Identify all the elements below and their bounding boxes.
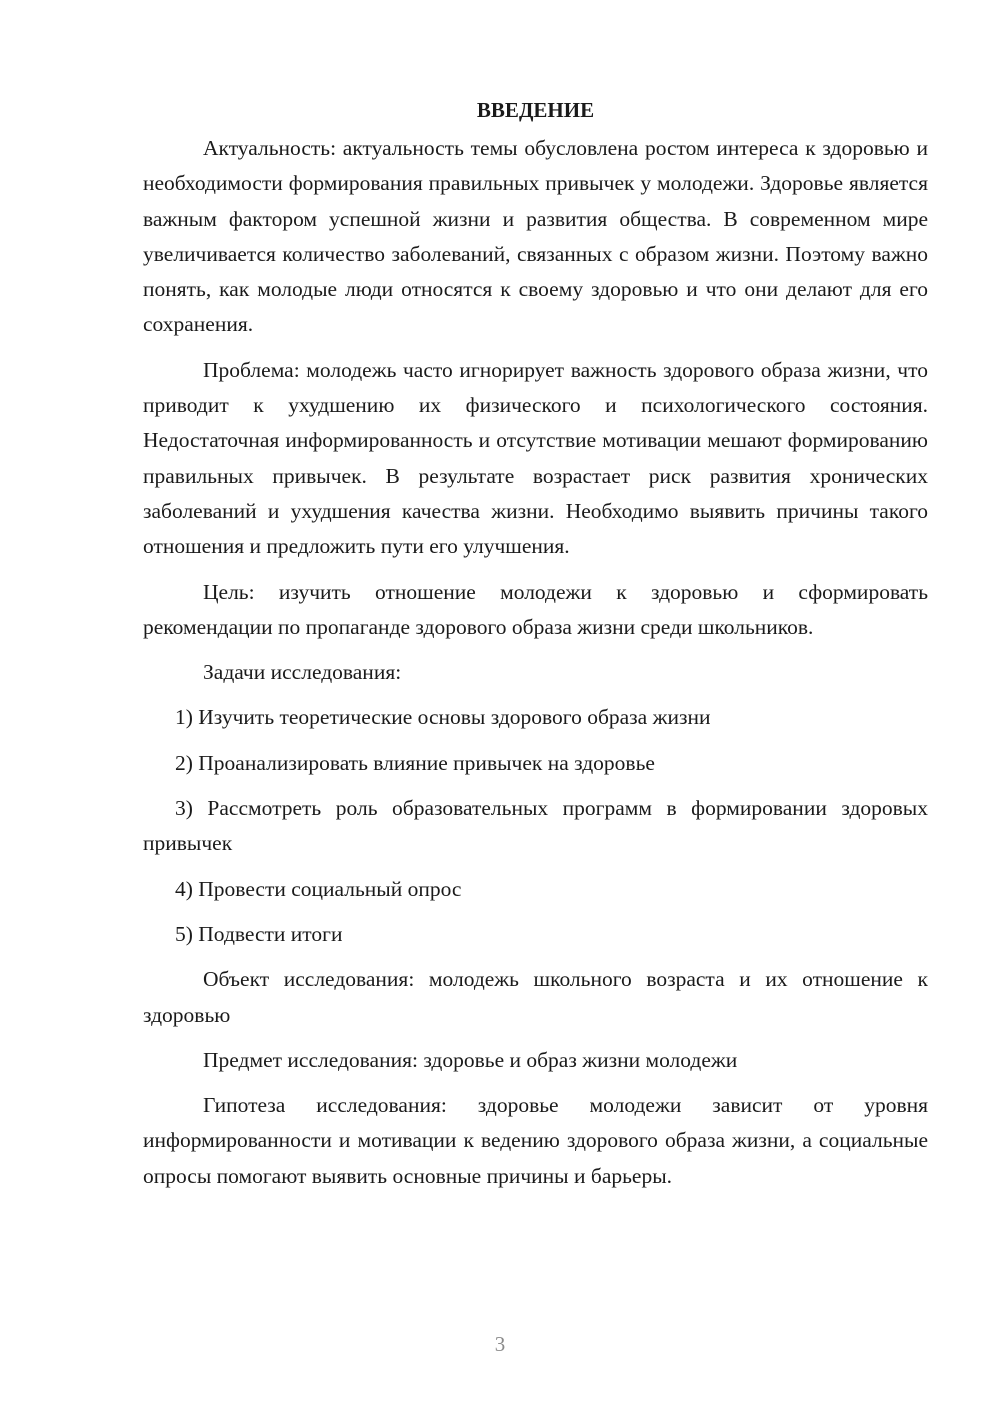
task-item-2: 2) Проанализировать влияние привычек на здоровье: [175, 750, 655, 775]
object-paragraph: Объект исследования: молодежь школьного возраста и их отношение к здоровью: [143, 967, 928, 1027]
hypothesis-paragraph: Гипотеза исследования: здоровье молодежи зависит от уровня информированности и мотивации к ведению здорового образа жизни, а социальные опросы помогают выявить основные причины и барьеры.: [143, 1093, 928, 1188]
task-item-5: 5) Подвести итоги: [175, 921, 343, 946]
relevance-paragraph: Актуальность: актуальность темы обусловлена ростом интереса к здоровью и необходимости формирования правильных привычек у молодежи. Здоровье является важным фактором успешной жизни и развития общества. В современном мире увеличивается количество заболеваний, связанных с образом жизни. Поэтому важно понять, как молодые люди относятся к своему здоровью и что они делают для его сохранения.: [143, 136, 928, 337]
document-page: [143, 93, 928, 1204]
subject-paragraph: Предмет исследования: здоровье и образ жизни молодежи: [203, 1047, 738, 1072]
task-item-4: 4) Провести социальный опрос: [175, 876, 462, 901]
page-number: 3: [494, 1332, 506, 1356]
task-item-1: 1) Изучить теоретические основы здорового образа жизни: [175, 705, 711, 730]
problem-paragraph: Проблема: молодежь часто игнорирует важность здорового образа жизни, что приводит к ухудшению их физического и психологического состояния. Недостаточная информированность и отсутствие мотивации мешают формированию правильных привычек. В результате возрастает риск развития хронических заболеваний и ухудшения качества жизни. Необходимо выявить причины такого отношения и предложить пути его улучшения.: [143, 357, 928, 559]
task-item-3: 3) Рассмотреть роль образовательных программ в формировании здоровых привычек: [143, 796, 928, 856]
goal-paragraph: Цель: изучить отношение молодежи к здоровью и сформировать рекомендации по пропаганде здорового образа жизни среди школьников.: [143, 579, 928, 639]
page-title: ВВЕДЕНИЕ: [476, 98, 595, 122]
tasks-heading: Задачи исследования:: [203, 660, 402, 685]
